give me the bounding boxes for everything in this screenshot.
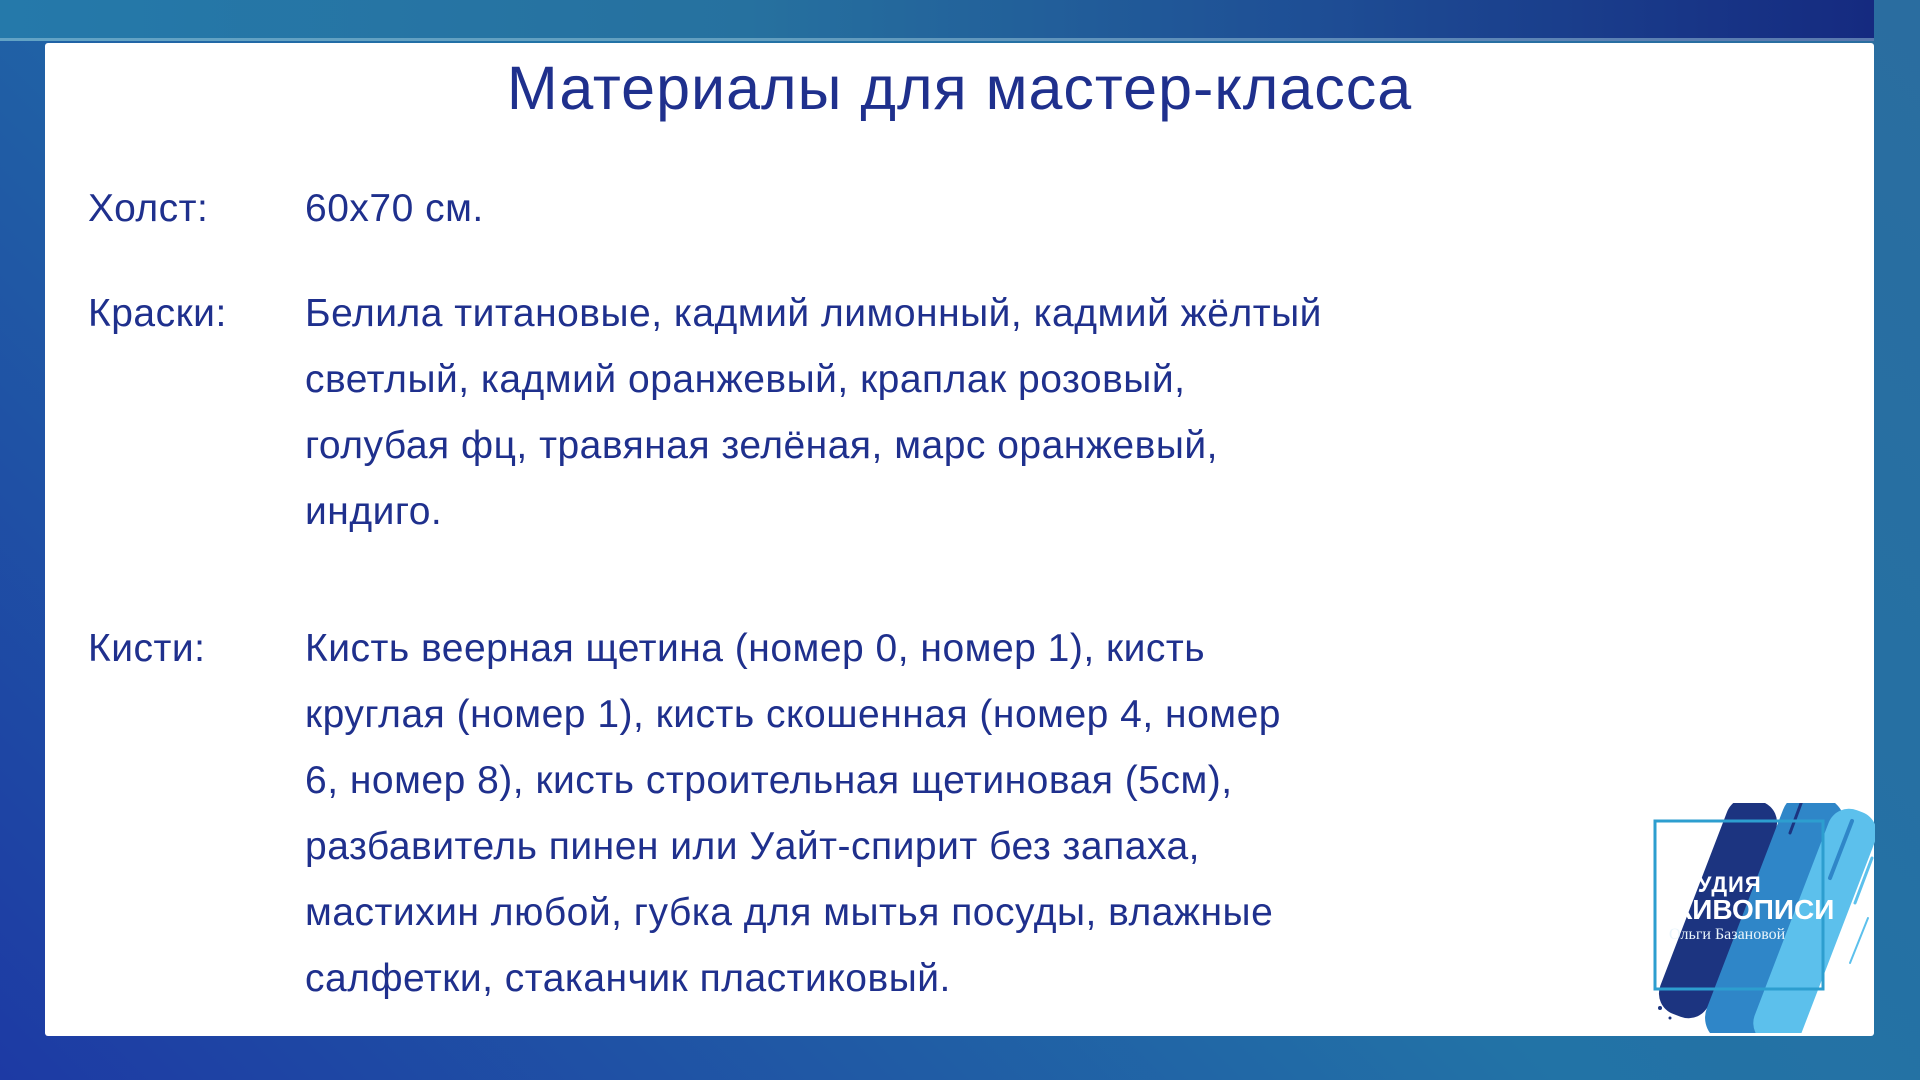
material-line: индиго. xyxy=(305,490,443,533)
paint-dot-icon xyxy=(1669,1017,1672,1020)
content-card xyxy=(45,43,1874,1036)
studio-logo xyxy=(1640,803,1875,1033)
logo-painting-word: ЖИВОПИСИ xyxy=(1667,894,1835,925)
material-line: голубая фц, травяная зелёная, марс оранжевый, xyxy=(305,424,1218,467)
material-row xyxy=(88,616,1834,1012)
material-line: мастихин любой, губка для мытья посуды, влажные xyxy=(305,891,1274,934)
top-accent-strip xyxy=(0,0,1874,41)
logo-studio-word: СТУДИЯ xyxy=(1667,872,1762,897)
material-line: Кисть веерная щетина (номер 0, номер 1), кисть xyxy=(305,627,1206,670)
material-lines xyxy=(305,616,1834,1012)
material-label: Краски: xyxy=(88,292,227,335)
material-line: 60х70 см. xyxy=(305,187,484,230)
materials-list xyxy=(88,176,1834,1012)
page-title: Материалы для мастер-класса xyxy=(506,54,1413,122)
material-label: Холст: xyxy=(88,187,209,230)
material-line: Белила титановые, кадмий лимонный, кадмий жёлтый xyxy=(305,292,1322,335)
material-row xyxy=(88,281,1834,545)
logo-owner-name: Ольги Базановой xyxy=(1669,926,1786,943)
paint-streak-icon xyxy=(1850,918,1868,963)
material-line: разбавитель пинен или Уайт-спирит без запаха, xyxy=(305,825,1201,868)
material-row xyxy=(88,176,1834,242)
material-line: светлый, кадмий оранжевый, краплак розовый, xyxy=(305,358,1186,401)
material-line: 6, номер 8), кисть строительная щетиновая (5см), xyxy=(305,759,1233,802)
paint-dot-icon xyxy=(1658,1006,1662,1010)
material-lines xyxy=(305,176,1834,242)
material-label: Кисти: xyxy=(88,627,206,670)
material-line: круглая (номер 1), кисть скошенная (номер 4, номер xyxy=(305,693,1281,736)
material-lines xyxy=(305,281,1834,545)
material-line: салфетки, стаканчик пластиковый. xyxy=(305,957,951,1000)
